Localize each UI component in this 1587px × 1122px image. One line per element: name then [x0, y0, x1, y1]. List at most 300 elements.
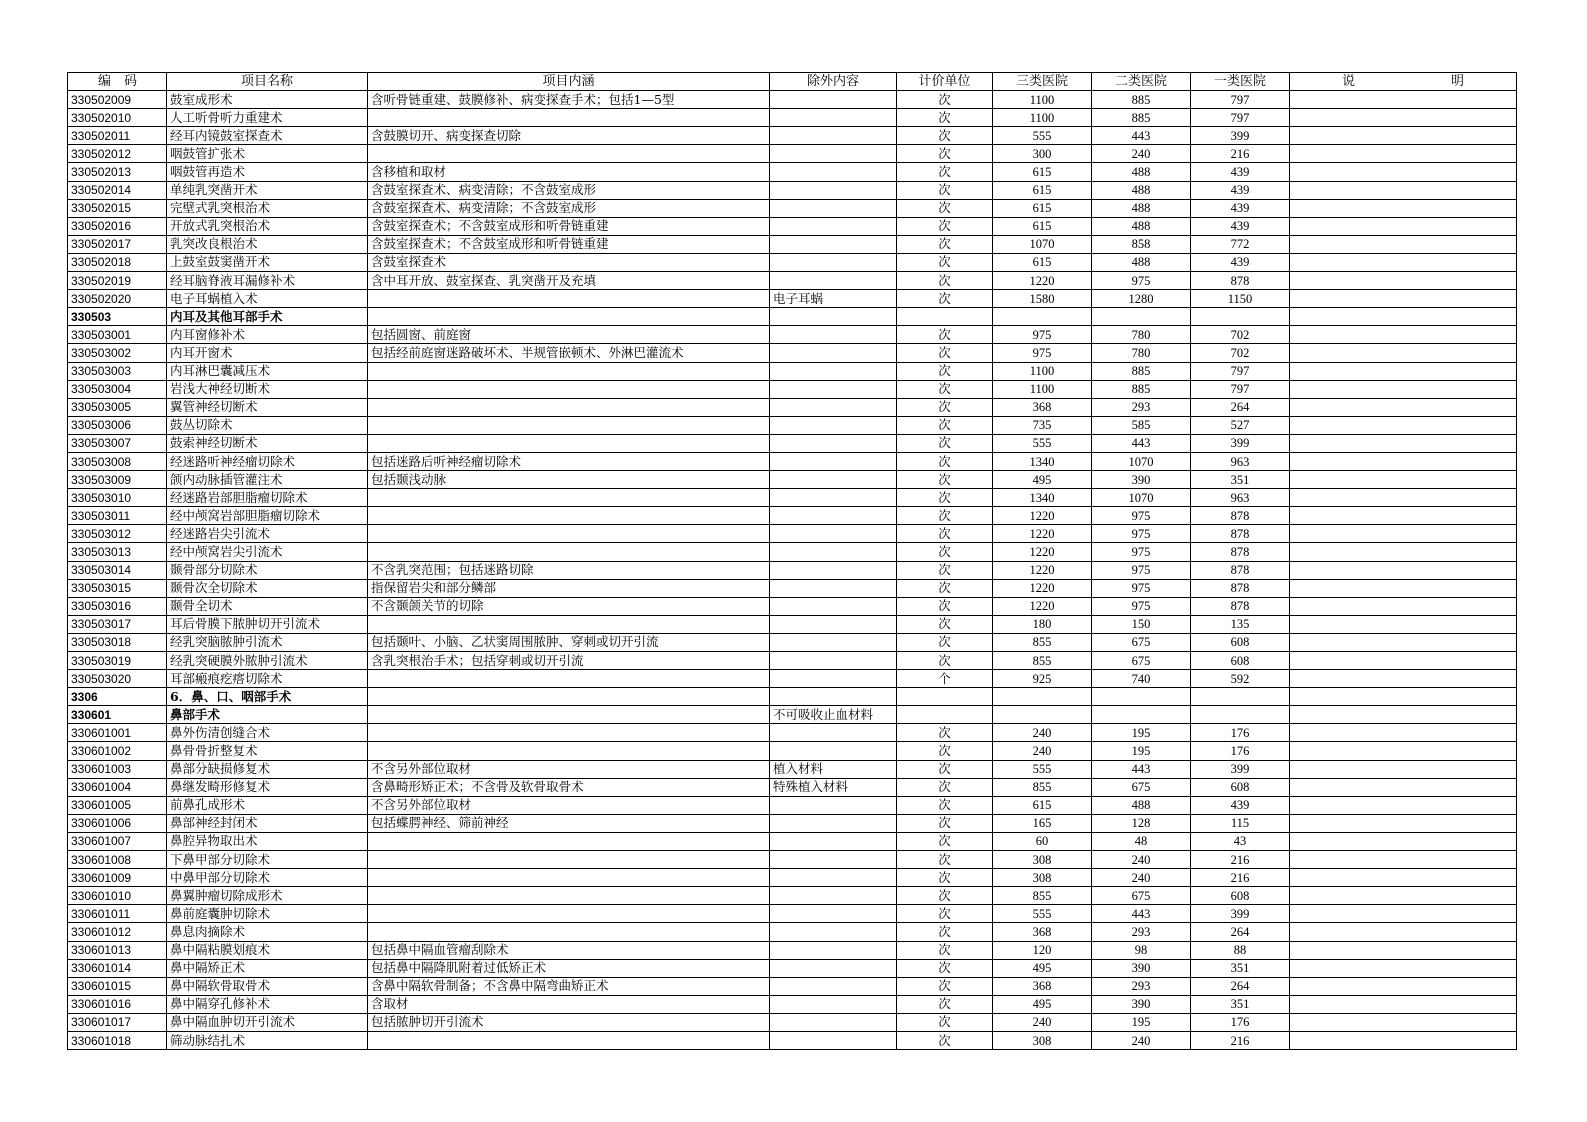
cell-content: [368, 851, 770, 869]
table-row: [68, 145, 1517, 163]
cell-name: 上鼓室鼓窦凿开术: [167, 253, 368, 271]
cell-class1-price: 264: [1191, 977, 1290, 995]
cell-notes: [1290, 163, 1517, 181]
cell-class2-price: 780: [1092, 326, 1191, 344]
cell-unit: 次: [897, 398, 993, 416]
cell-notes: [1290, 471, 1517, 489]
cell-name: 单纯乳突凿开术: [167, 181, 368, 199]
cell-exclusions: 植入材料: [770, 760, 897, 778]
header-exclusions: 除外内容: [770, 73, 897, 91]
cell-name: 经耳脑脊液耳漏修补术: [167, 272, 368, 290]
cell-name: 中鼻甲部分切除术: [167, 869, 368, 887]
cell-code: 330502014: [68, 181, 167, 199]
cell-exclusions: [770, 253, 897, 271]
cell-name: 颞骨次全切除术: [167, 579, 368, 597]
header-name: 项目名称: [167, 73, 368, 91]
cell-content: 指保留岩尖和部分鳞部: [368, 579, 770, 597]
cell-code: 330503002: [68, 344, 167, 362]
cell-notes: [1290, 796, 1517, 814]
cell-code: 330601008: [68, 851, 167, 869]
cell-code: 330503001: [68, 326, 167, 344]
cell-class1-price: 1150: [1191, 290, 1290, 308]
cell-class3-price: 1220: [993, 561, 1092, 579]
cell-class2-price: 885: [1092, 362, 1191, 380]
table-row: [68, 380, 1517, 398]
cell-class1-price: 592: [1191, 670, 1290, 688]
cell-class1-price: 878: [1191, 272, 1290, 290]
cell-exclusions: [770, 905, 897, 923]
table-row: [68, 471, 1517, 489]
cell-code: 330502016: [68, 217, 167, 235]
cell-content: [368, 308, 770, 326]
table-row: [68, 977, 1517, 995]
cell-unit: 次: [897, 489, 993, 507]
cell-code: 330502018: [68, 253, 167, 271]
cell-class3-price: 180: [993, 615, 1092, 633]
cell-notes: [1290, 615, 1517, 633]
cell-exclusions: [770, 597, 897, 615]
cell-code: 330502017: [68, 235, 167, 253]
cell-class1-price: 351: [1191, 471, 1290, 489]
cell-notes: [1290, 290, 1517, 308]
cell-class1-price: 702: [1191, 326, 1290, 344]
cell-unit: 次: [897, 814, 993, 832]
table-row: [68, 344, 1517, 362]
cell-name: 前鼻孔成形术: [167, 796, 368, 814]
cell-notes: [1290, 869, 1517, 887]
cell-class1-price: 878: [1191, 561, 1290, 579]
table-row: [68, 760, 1517, 778]
cell-code: 330601007: [68, 832, 167, 850]
section-row: [68, 706, 1517, 724]
cell-class2-price: 293: [1092, 398, 1191, 416]
cell-unit: 次: [897, 235, 993, 253]
cell-code: 3306: [68, 688, 167, 706]
cell-name: 耳部瘢痕疙瘩切除术: [167, 670, 368, 688]
cell-name: 颞骨全切术: [167, 597, 368, 615]
cell-name: 开放式乳突根治术: [167, 217, 368, 235]
cell-class3-price: 120: [993, 941, 1092, 959]
cell-class3-price: 855: [993, 887, 1092, 905]
cell-content: [368, 688, 770, 706]
cell-unit: 次: [897, 941, 993, 959]
cell-content: [368, 615, 770, 633]
cell-unit: 次: [897, 507, 993, 525]
cell-class1-price: 135: [1191, 615, 1290, 633]
table-row: [68, 181, 1517, 199]
cell-class1-price: 216: [1191, 869, 1290, 887]
cell-exclusions: [770, 959, 897, 977]
cell-unit: 次: [897, 724, 993, 742]
table-row: [68, 832, 1517, 850]
cell-code: 330601013: [68, 941, 167, 959]
header-code: 编 码: [68, 73, 167, 91]
cell-class2-price: 675: [1092, 887, 1191, 905]
cell-exclusions: [770, 887, 897, 905]
cell-content: [368, 525, 770, 543]
table-row: [68, 597, 1517, 615]
cell-class3-price: 615: [993, 163, 1092, 181]
cell-name: 咽鼓管扩张术: [167, 145, 368, 163]
cell-notes: [1290, 597, 1517, 615]
table-row: [68, 507, 1517, 525]
table-row: [68, 272, 1517, 290]
cell-code: 330601009: [68, 869, 167, 887]
cell-code: 330502019: [68, 272, 167, 290]
cell-exclusions: [770, 380, 897, 398]
table-row: [68, 290, 1517, 308]
cell-notes: [1290, 507, 1517, 525]
cell-class2-price: 1280: [1092, 290, 1191, 308]
cell-exclusions: [770, 452, 897, 470]
cell-notes: [1290, 253, 1517, 271]
cell-content: 含听骨链重建、鼓膜修补、病变探查手术；包括1—5型: [368, 91, 770, 109]
cell-exclusions: [770, 525, 897, 543]
cell-class2-price: 488: [1092, 796, 1191, 814]
cell-class1-price: 216: [1191, 851, 1290, 869]
cell-name: 筛动脉结扎术: [167, 1031, 368, 1049]
cell-class3-price: 308: [993, 1031, 1092, 1049]
cell-exclusions: [770, 507, 897, 525]
cell-class1-price: 439: [1191, 796, 1290, 814]
cell-content: [368, 887, 770, 905]
cell-class2-price: 443: [1092, 905, 1191, 923]
cell-notes: [1290, 362, 1517, 380]
cell-code: 330503020: [68, 670, 167, 688]
cell-class2-price: 975: [1092, 525, 1191, 543]
table-row: [68, 869, 1517, 887]
cell-unit: 次: [897, 362, 993, 380]
cell-class2-price: 443: [1092, 434, 1191, 452]
cell-class2-price: 675: [1092, 633, 1191, 651]
cell-exclusions: [770, 615, 897, 633]
cell-name: 经中颅窝岩部胆脂瘤切除术: [167, 507, 368, 525]
cell-content: [368, 380, 770, 398]
cell-class1-price: [1191, 308, 1290, 326]
table-row: [68, 217, 1517, 235]
cell-class3-price: 855: [993, 778, 1092, 796]
cell-exclusions: [770, 1031, 897, 1049]
cell-class2-price: 240: [1092, 869, 1191, 887]
cell-class1-price: 439: [1191, 253, 1290, 271]
cell-content: [368, 869, 770, 887]
cell-exclusions: [770, 995, 897, 1013]
cell-notes: [1290, 724, 1517, 742]
cell-class1-price: 878: [1191, 507, 1290, 525]
cell-unit: 次: [897, 326, 993, 344]
cell-class2-price: 240: [1092, 851, 1191, 869]
cell-code: 330502020: [68, 290, 167, 308]
cell-class1-price: 216: [1191, 1031, 1290, 1049]
table-row: [68, 416, 1517, 434]
cell-unit: 次: [897, 615, 993, 633]
cell-content: 不含另外部位取材: [368, 760, 770, 778]
cell-class1-price: 176: [1191, 742, 1290, 760]
header-unit: 计价单位: [897, 73, 993, 91]
cell-code: 330503003: [68, 362, 167, 380]
cell-unit: 次: [897, 652, 993, 670]
cell-class1-price: 439: [1191, 181, 1290, 199]
table-row: [68, 814, 1517, 832]
cell-unit: 次: [897, 1013, 993, 1031]
cell-class2-price: 240: [1092, 145, 1191, 163]
cell-exclusions: [770, 109, 897, 127]
cell-code: 330503017: [68, 615, 167, 633]
cell-class3-price: 555: [993, 905, 1092, 923]
cell-name: 内耳淋巴囊减压术: [167, 362, 368, 380]
cell-class3-price: 308: [993, 851, 1092, 869]
header-content: 项目内涵: [368, 73, 770, 91]
table-row: [68, 127, 1517, 145]
cell-class3-price: 855: [993, 633, 1092, 651]
cell-name: 鼻中隔软骨取骨术: [167, 977, 368, 995]
cell-name: 咽鼓管再造术: [167, 163, 368, 181]
cell-content: 不含另外部位取材: [368, 796, 770, 814]
cell-class1-price: 351: [1191, 959, 1290, 977]
cell-exclusions: [770, 633, 897, 651]
cell-class3-price: 925: [993, 670, 1092, 688]
cell-class1-price: 702: [1191, 344, 1290, 362]
cell-unit: 次: [897, 272, 993, 290]
cell-content: [368, 1031, 770, 1049]
cell-code: 330502010: [68, 109, 167, 127]
cell-notes: [1290, 489, 1517, 507]
cell-class1-price: 527: [1191, 416, 1290, 434]
cell-name: 鼓室成形术: [167, 91, 368, 109]
cell-unit: 次: [897, 217, 993, 235]
cell-unit: 次: [897, 851, 993, 869]
cell-class3-price: 300: [993, 145, 1092, 163]
cell-class2-price: 488: [1092, 217, 1191, 235]
cell-content: [368, 434, 770, 452]
cell-code: 330601012: [68, 923, 167, 941]
cell-content: 包括颞叶、小脑、乙状窦周围脓肿、穿刺或切开引流: [368, 633, 770, 651]
cell-class2-price: 195: [1092, 742, 1191, 760]
cell-name: 鼻前庭囊肿切除术: [167, 905, 368, 923]
cell-unit: 次: [897, 525, 993, 543]
cell-exclusions: 电子耳蜗: [770, 290, 897, 308]
cell-class1-price: 176: [1191, 1013, 1290, 1031]
cell-name: 经乳突脑脓肿引流术: [167, 633, 368, 651]
cell-class3-price: 60: [993, 832, 1092, 850]
cell-exclusions: [770, 199, 897, 217]
cell-name: 鼻部手术: [167, 706, 368, 724]
cell-class2-price: 390: [1092, 471, 1191, 489]
cell-unit: 次: [897, 91, 993, 109]
cell-content: 包括蝶腭神经、筛前神经: [368, 814, 770, 832]
section-row: [68, 308, 1517, 326]
cell-class2-price: 975: [1092, 507, 1191, 525]
cell-class2-price: [1092, 688, 1191, 706]
cell-content: [368, 362, 770, 380]
cell-notes: [1290, 434, 1517, 452]
cell-class1-price: 608: [1191, 887, 1290, 905]
cell-class2-price: 195: [1092, 724, 1191, 742]
cell-class3-price: 240: [993, 1013, 1092, 1031]
cell-code: 330503019: [68, 652, 167, 670]
cell-class3-price: 555: [993, 760, 1092, 778]
cell-unit: 次: [897, 995, 993, 1013]
cell-unit: 次: [897, 796, 993, 814]
cell-notes: [1290, 579, 1517, 597]
table-row: [68, 326, 1517, 344]
cell-exclusions: [770, 163, 897, 181]
cell-class2-price: 488: [1092, 181, 1191, 199]
cell-class2-price: 48: [1092, 832, 1191, 850]
cell-code: 330502009: [68, 91, 167, 109]
cell-class2-price: 98: [1092, 941, 1191, 959]
cell-exclusions: [770, 742, 897, 760]
cell-content: [368, 905, 770, 923]
table-row: [68, 887, 1517, 905]
cell-class3-price: 855: [993, 652, 1092, 670]
cell-class1-price: 963: [1191, 452, 1290, 470]
section-row: [68, 688, 1517, 706]
cell-exclusions: [770, 851, 897, 869]
cell-content: [368, 416, 770, 434]
cell-exclusions: [770, 1013, 897, 1031]
cell-content: [368, 109, 770, 127]
cell-class3-price: 975: [993, 344, 1092, 362]
cell-class2-price: 150: [1092, 615, 1191, 633]
cell-name: 鼻骨骨折整复术: [167, 742, 368, 760]
cell-code: 330601014: [68, 959, 167, 977]
cell-name: 鼻中隔穿孔修补术: [167, 995, 368, 1013]
cell-content: 包括迷路后听神经瘤切除术: [368, 452, 770, 470]
cell-class3-price: 555: [993, 434, 1092, 452]
cell-exclusions: [770, 434, 897, 452]
cell-notes: [1290, 977, 1517, 995]
table-row: [68, 652, 1517, 670]
cell-class1-price: 399: [1191, 905, 1290, 923]
cell-notes: [1290, 235, 1517, 253]
table-row: [68, 434, 1517, 452]
cell-class1-price: 608: [1191, 633, 1290, 651]
cell-class1-price: 43: [1191, 832, 1290, 850]
cell-code: 330601016: [68, 995, 167, 1013]
cell-notes: [1290, 145, 1517, 163]
table-row: [68, 851, 1517, 869]
cell-notes: [1290, 706, 1517, 724]
cell-content: 含鼻中隔软骨制备；不含鼻中隔弯曲矫正术: [368, 977, 770, 995]
cell-name: 人工听骨听力重建术: [167, 109, 368, 127]
cell-class3-price: 1220: [993, 507, 1092, 525]
table-row: [68, 742, 1517, 760]
cell-code: 330502015: [68, 199, 167, 217]
cell-class1-price: 772: [1191, 235, 1290, 253]
table-row: [68, 398, 1517, 416]
cell-notes: [1290, 814, 1517, 832]
cell-name: 完壁式乳突根治术: [167, 199, 368, 217]
cell-unit: 次: [897, 434, 993, 452]
cell-code: 330601003: [68, 760, 167, 778]
cell-class2-price: 443: [1092, 127, 1191, 145]
cell-class2-price: [1092, 706, 1191, 724]
cell-notes: [1290, 742, 1517, 760]
cell-class1-price: 797: [1191, 362, 1290, 380]
cell-name: 鼻中隔矫正术: [167, 959, 368, 977]
cell-name: 颞骨部分切除术: [167, 561, 368, 579]
cell-class2-price: 858: [1092, 235, 1191, 253]
cell-code: 330503005: [68, 398, 167, 416]
cell-class3-price: 615: [993, 796, 1092, 814]
cell-content: 含鼻畸形矫正术；不含骨及软骨取骨术: [368, 778, 770, 796]
cell-unit: 次: [897, 633, 993, 651]
cell-exclusions: [770, 543, 897, 561]
cell-notes: [1290, 633, 1517, 651]
cell-class1-price: 264: [1191, 923, 1290, 941]
cell-code: 330503010: [68, 489, 167, 507]
cell-content: [368, 145, 770, 163]
cell-exclusions: [770, 561, 897, 579]
table-row: [68, 109, 1517, 127]
cell-content: [368, 507, 770, 525]
table-row: [68, 91, 1517, 109]
cell-class3-price: 1580: [993, 290, 1092, 308]
cell-content: 含鼓室探查术；不含鼓室成形和听骨链重建: [368, 235, 770, 253]
table-row: [68, 1031, 1517, 1049]
cell-unit: 次: [897, 543, 993, 561]
cell-code: 330601004: [68, 778, 167, 796]
cell-exclusions: [770, 724, 897, 742]
cell-class3-price: 1220: [993, 597, 1092, 615]
cell-code: 330502012: [68, 145, 167, 163]
cell-exclusions: [770, 217, 897, 235]
cell-code: 330503004: [68, 380, 167, 398]
cell-class2-price: 675: [1092, 778, 1191, 796]
cell-exclusions: [770, 145, 897, 163]
cell-exclusions: [770, 398, 897, 416]
cell-content: 不含乳突范围；包括迷路切除: [368, 561, 770, 579]
cell-class3-price: 1340: [993, 489, 1092, 507]
cell-class3-price: 1220: [993, 272, 1092, 290]
cell-content: 含鼓室探查术、病变清除；不含鼓室成形: [368, 199, 770, 217]
cell-notes: [1290, 543, 1517, 561]
cell-unit: 次: [897, 561, 993, 579]
cell-class3-price: 555: [993, 127, 1092, 145]
cell-code: 330503009: [68, 471, 167, 489]
cell-class1-price: 963: [1191, 489, 1290, 507]
cell-exclusions: [770, 344, 897, 362]
cell-class2-price: 885: [1092, 380, 1191, 398]
cell-content: 含鼓室探查术: [368, 253, 770, 271]
cell-notes: [1290, 652, 1517, 670]
cell-content: 含中耳开放、鼓室探查、乳突凿开及充填: [368, 272, 770, 290]
cell-code: 330503: [68, 308, 167, 326]
cell-class3-price: 615: [993, 181, 1092, 199]
cell-exclusions: [770, 326, 897, 344]
cell-code: 330503018: [68, 633, 167, 651]
table-row: [68, 235, 1517, 253]
table-row: [68, 923, 1517, 941]
cell-content: [368, 923, 770, 941]
cell-code: 330601017: [68, 1013, 167, 1031]
cell-exclusions: 不可吸收止血材料: [770, 706, 897, 724]
cell-unit: 次: [897, 742, 993, 760]
cell-exclusions: [770, 235, 897, 253]
cell-unit: 次: [897, 1031, 993, 1049]
cell-class2-price: 293: [1092, 977, 1191, 995]
table-row: [68, 452, 1517, 470]
cell-class1-price: 399: [1191, 127, 1290, 145]
cell-name: 经迷路岩部胆脂瘤切除术: [167, 489, 368, 507]
cell-class3-price: 1070: [993, 235, 1092, 253]
cell-unit: 次: [897, 760, 993, 778]
cell-notes: [1290, 995, 1517, 1013]
cell-content: 包括鼻中隔降肌附着过低矫正术: [368, 959, 770, 977]
cell-name: 6．鼻、口、咽部手术: [167, 688, 368, 706]
cell-class1-price: 264: [1191, 398, 1290, 416]
